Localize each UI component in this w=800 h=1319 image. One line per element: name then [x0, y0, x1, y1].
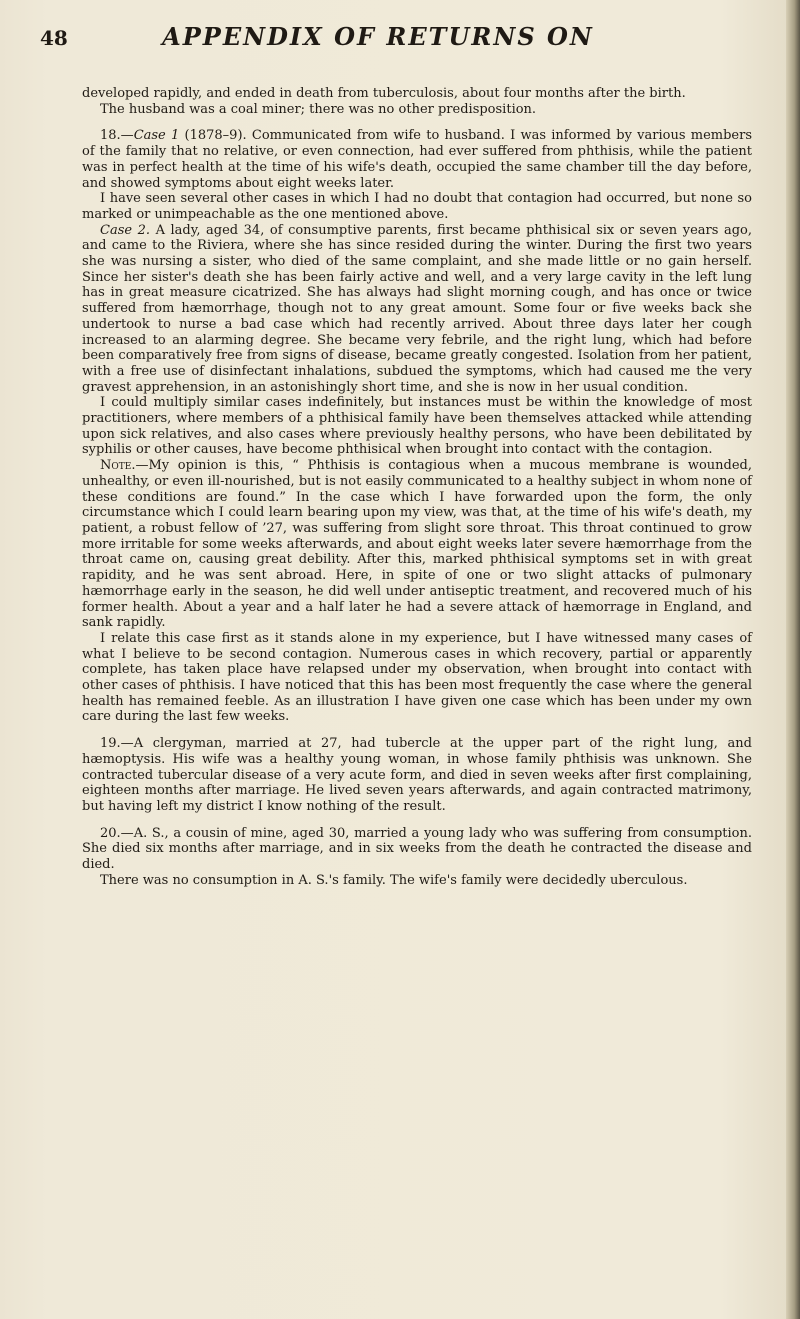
- paragraph: I relate this case first as it stands alone in my experience, but I have witnessed many cases of what I believe to be second contagion. Numerous cases in which recovery, partial or apparently complete, has taken place have relapsed under my observation, when brought into contact with other cases of phthisis. I have noticed that this has been most frequently the case where the general health has remained feeble. As an illustration I have given one case which has been under my own care during the last few weeks.: [82, 630, 752, 725]
- page-header: [40, 22, 720, 62]
- paragraph-note: Note.—My opinion is this, “ Phthisis is contagious when a mucous membrane is wounded, unhealthy, or even ill-nourished, but is not easily communicated to a healthy subject in whom none of these conditions are found.” In the case which I have forwarded upon the form, the only circumstance which I could learn bearing upon my view, was that, at the time of his wife's death, my patient, a robust fellow of ’27, was suffering from slight sore throat. This throat continued to grow more irritable for some weeks afterwards, and about eight weeks later severe hæmorrhage from the throat came on, causing great debility. After this, marked phthisical symptoms set in with great rapidity, and he was sent abroad. Here, in spite of one or two slight attacks of pulmonary hæmorrhage early in the season, he did well under antiseptic treatment, and recovered much of his former health. About a year and a half later he had a severe attack of hæmorrage in England, and sank rapidly.: [82, 458, 752, 631]
- paragraph: There was no consumption in A. S.'s family. The wife's family were decidedly uberculous.: [100, 872, 688, 888]
- case-number: 18.—: [100, 128, 134, 144]
- paragraph: The husband was a coal miner; there was no other predisposition.: [100, 101, 537, 117]
- paragraph: I have seen several other cases in which I had no doubt that contagion had occurred, but none so marked or unimpeachable as the one mentioned above.: [82, 191, 752, 222]
- page-edge-shadow: [786, 0, 800, 1319]
- paragraph-case-19: 19.—A clergyman, married at 27, had tubercle at the upper part of the right lung, and hæmoptysis. His wife was a healthy young woman, in whose family phthisis was unknown. She contracted tubercular disease of a very acute form, and died in seven weeks after first complaining, eighteen months after marriage. He lived seven years afterwards, and again contracted matrimony, but having left my district I know nothing of the result.: [82, 736, 752, 814]
- running-title: APPENDIX OF RETURNS ON: [162, 22, 594, 51]
- page-body: [82, 86, 752, 888]
- paragraph-case-20: 20.—A. S., a cousin of mine, aged 30, married a young lady who was suffering from consumption. She died six months after marriage, and in six weeks from the death he contracted the disease and died.: [82, 825, 752, 873]
- case-number: 20.—: [100, 825, 134, 841]
- paragraph-case-18: 18.—Case 1 (1878–9). Communicated from wife to husband. I was informed by various members of the family that no relative, or even connection, had ever suffered from phthisis, while the patient was in perfect health at the time of his wife's death, occupied the same chamber till the day before, and showed symptoms about eight weeks later.: [82, 128, 752, 191]
- case-number: 19.—: [100, 736, 134, 752]
- paragraph: developed rapidly, and ended in death from tuberculosis, about four months after the birth.: [82, 86, 686, 101]
- note-label: Note.—: [100, 458, 149, 474]
- paragraph: I could multiply similar cases indefinitely, but instances must be within the knowledge of most practitioners, where members of a phthisical family have been themselves attacked while attending upon sick relatives, and also cases where previously healthy persons, who have been debilitated by syphilis or other causes, have become phthisical when brought into contact with the contagion.: [82, 395, 752, 458]
- page-number: 48: [40, 26, 68, 50]
- case-label: Case 2.: [100, 222, 151, 238]
- case-label: Case 1: [133, 128, 180, 144]
- paragraph-case-2: Case 2. A lady, aged 34, of consumptive parents, first became phthisical six or seven years ago, and came to the Riviera, where she has since resided during the winter. During the first two years she was nursing a sister, who died of the same complaint, and she made little or no gain herself. Since her sister's death she has been fairly active and well, and a very large cavity in the left lung has in great measure cicatrized. She has always had slight morning cough, and has once or twice suffered from hæmorrhage, though not to any great amount. Some four or five weeks back she undertook to nurse a bad case which had recently arrived. About three days later her cough increased to an alarming degree. She became very febrile, and the right lung, which had before been comparatively free from signs of disease, became greatly congested. Isolation from her patient, with a free use of disinfectant inhalations, subdued the symptoms, which had caused me the very gravest apprehension, in an astonishingly short time, and she is now in her usual condition.: [82, 222, 752, 395]
